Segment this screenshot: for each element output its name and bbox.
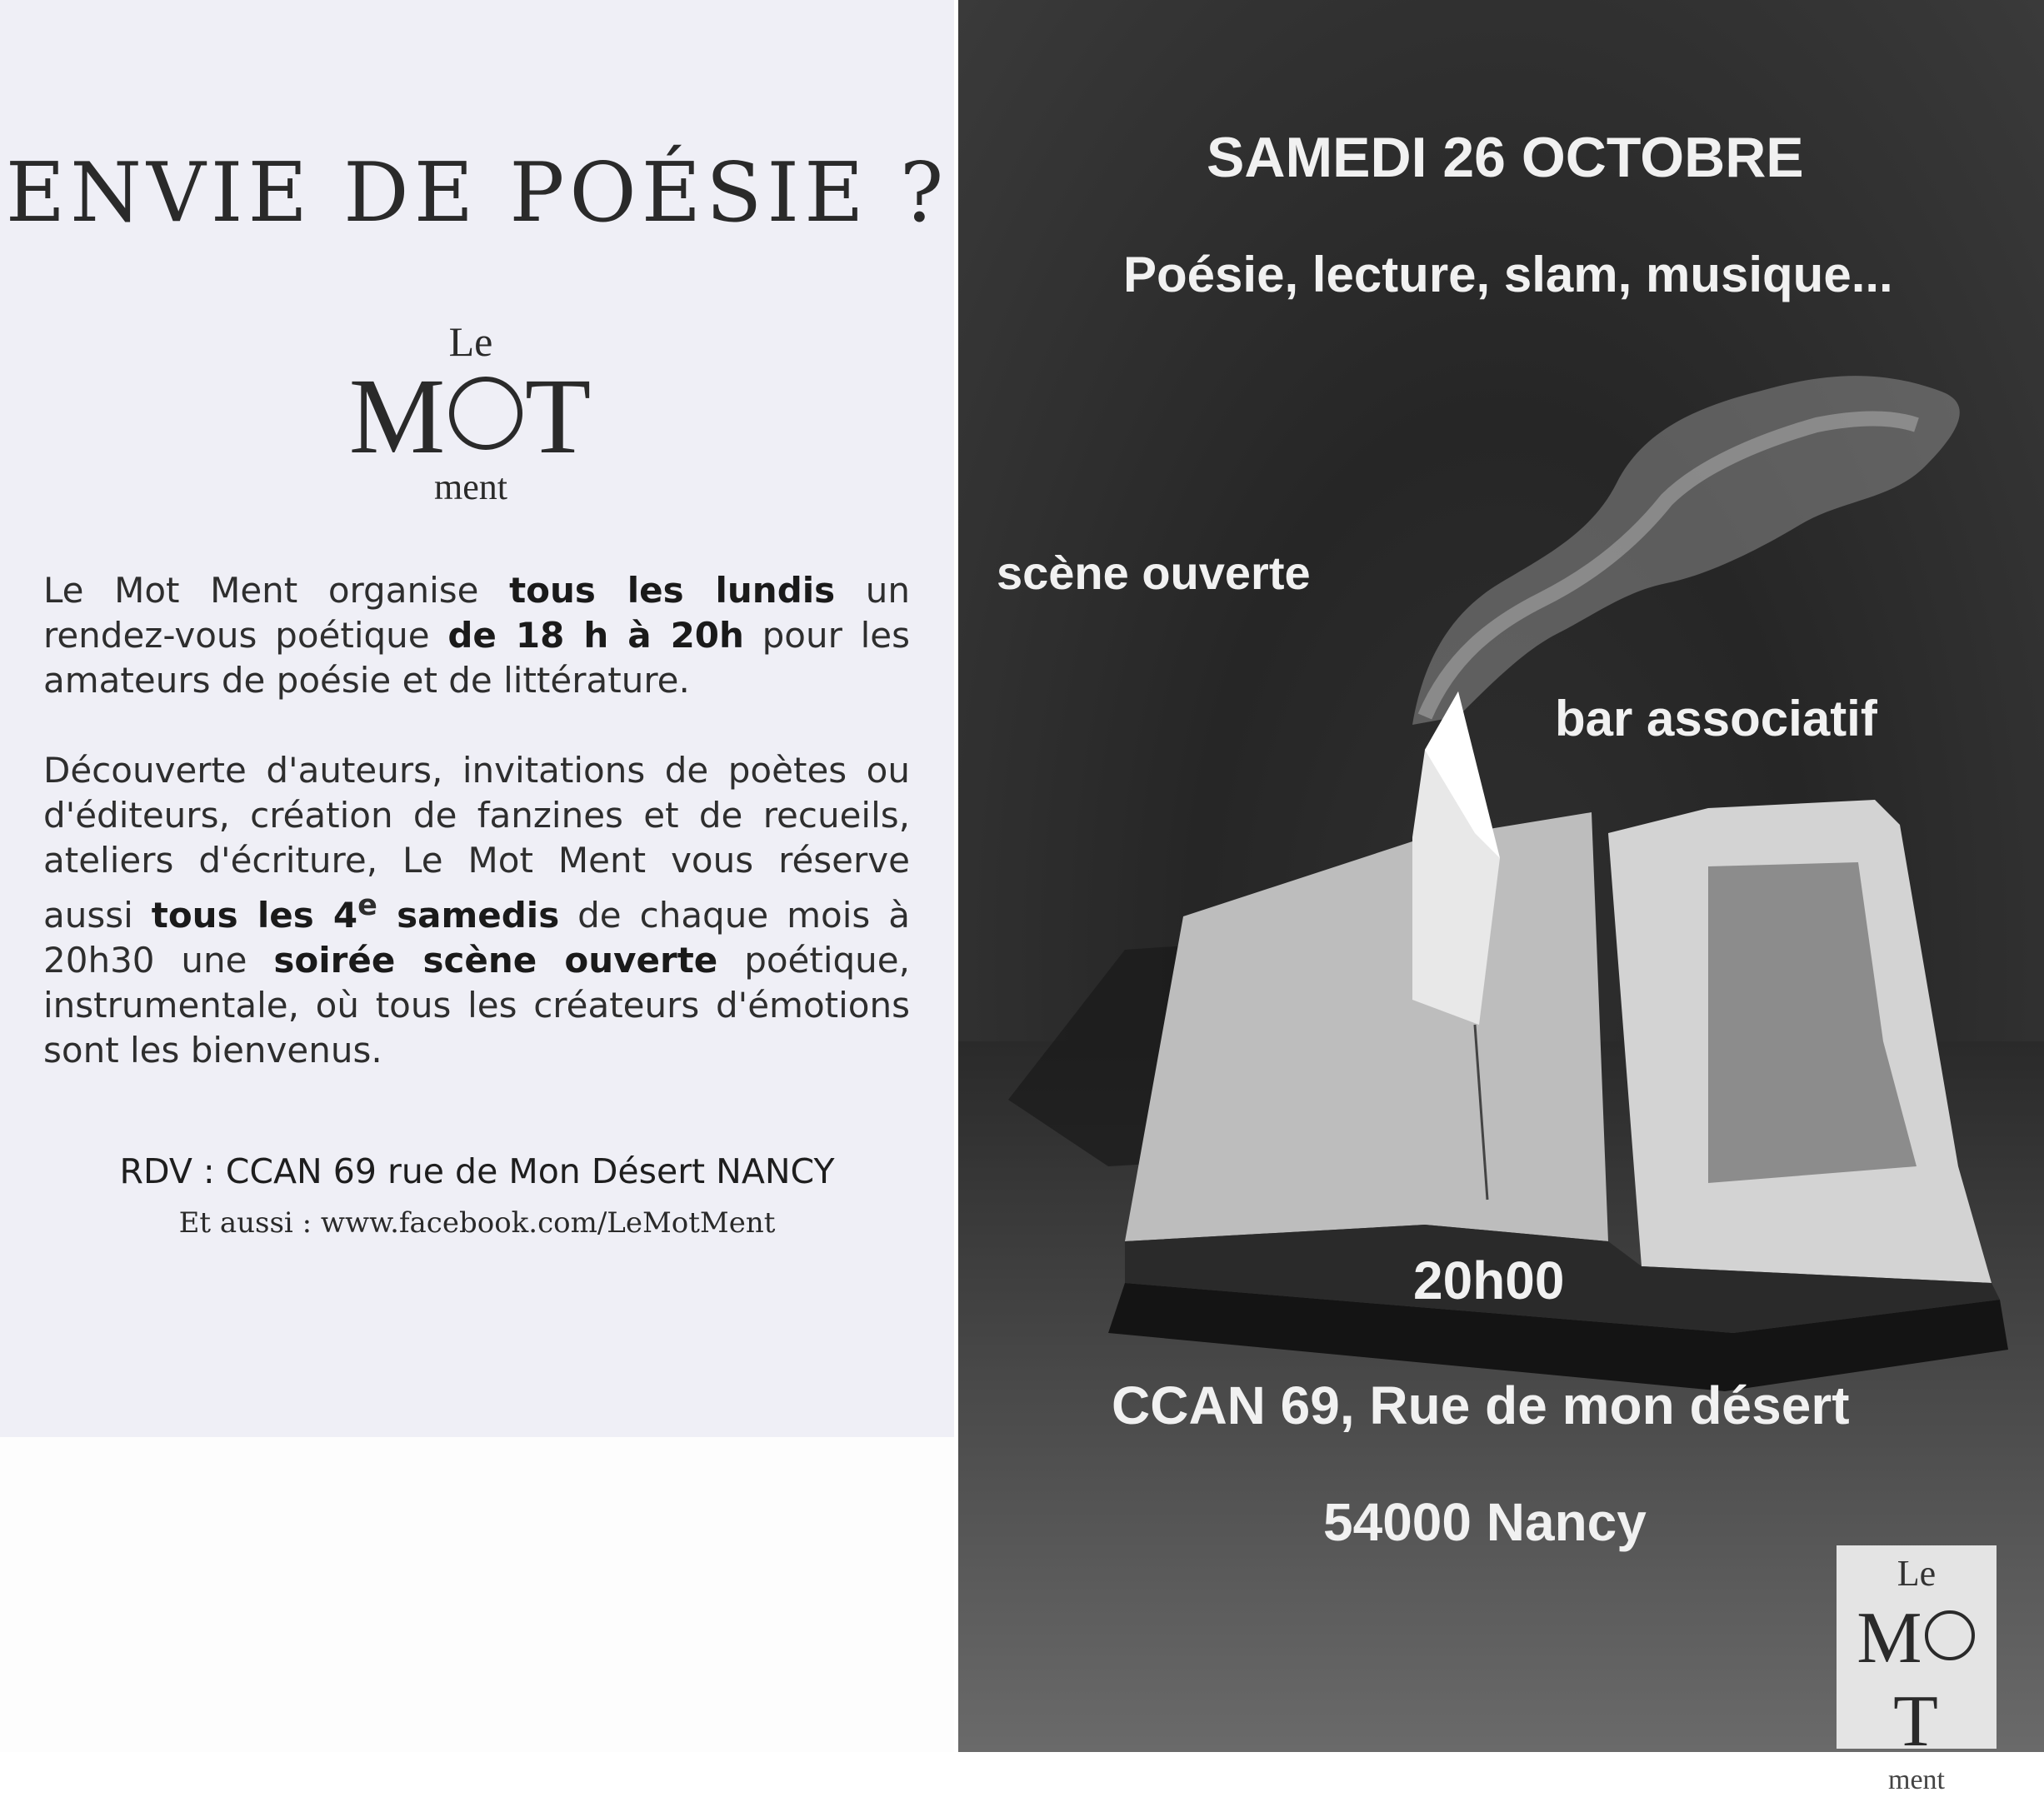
intro-paragraph	[43, 568, 910, 703]
corner-logo-mot	[1837, 1597, 1997, 1764]
details-paragraph	[43, 748, 910, 1073]
facebook-link[interactable]: Et aussi : www.facebook.com/LeMotMent	[178, 1206, 776, 1240]
para2-segment: Découverte d'auteurs, invitations de poètes ou d'éditeurs, création de fanzines et de recueils, ateliers d'écriture, Le Mot Ment vous réserve aussi	[43, 750, 910, 936]
corner-logo-mot-t: T	[1893, 1681, 1940, 1762]
corner-logo	[1837, 1545, 1997, 1795]
para1-segment: Le Mot Ment organise	[43, 570, 510, 611]
logo-mot-m: M	[348, 357, 447, 477]
para1-segment: pour les amateurs de poésie et de littérature.	[43, 615, 911, 701]
logo-mot	[333, 357, 608, 477]
event-city: 54000 Nancy	[1323, 1492, 1647, 1552]
flyer-right-panel	[958, 0, 2044, 1795]
para1-segment: tous les lundis	[509, 570, 836, 611]
para2-segment: poétique, instrumentale, où tous les créateurs d'émotions sont les bienvenus.	[43, 940, 910, 1071]
event-genres: Poésie, lecture, slam, musique...	[1123, 247, 1893, 302]
corner-logo-mot-m: M	[1857, 1598, 1924, 1679]
le-mot-ment-logo	[333, 317, 608, 508]
blank-area	[0, 1437, 954, 1752]
para1-segment: de 18 h à 20h	[447, 615, 744, 656]
logo-mot-t: T	[524, 357, 593, 477]
para2-segment: samedis	[377, 895, 560, 936]
para2-segment: e	[357, 889, 377, 922]
book-pages-left	[1125, 812, 1608, 1241]
para1-segment: un rendez-vous poétique	[43, 570, 910, 656]
corner-logo-ring-icon	[1925, 1610, 1975, 1660]
logo-ment: ment	[434, 467, 507, 507]
corner-logo-le: Le	[1897, 1553, 1937, 1594]
logo-le: Le	[448, 318, 493, 365]
rendezvous-address: RDV : CCAN 69 rue de Mon Désert NANCY	[119, 1151, 835, 1191]
para2-segment: de chaque mois à 20h30 une	[43, 895, 910, 981]
event-address: CCAN 69, Rue de mon désert	[1112, 1375, 1850, 1435]
event-time: 20h00	[1413, 1250, 1565, 1310]
para2-segment: tous les 4	[151, 895, 358, 936]
smoke-plume	[1412, 376, 1960, 725]
para2-segment: soirée scène ouverte	[273, 940, 718, 981]
flyer-left-panel	[0, 0, 954, 1437]
headline: ENVIE DE POÉSIE ?	[5, 146, 949, 241]
event-date: SAMEDI 26 OCTOBRE	[1207, 126, 1804, 189]
bar-label: bar associatif	[1555, 691, 1877, 746]
logo-ring-icon	[449, 377, 522, 450]
open-stage-label: scène ouverte	[997, 547, 1311, 599]
corner-logo-ment: ment	[1888, 1765, 1945, 1795]
